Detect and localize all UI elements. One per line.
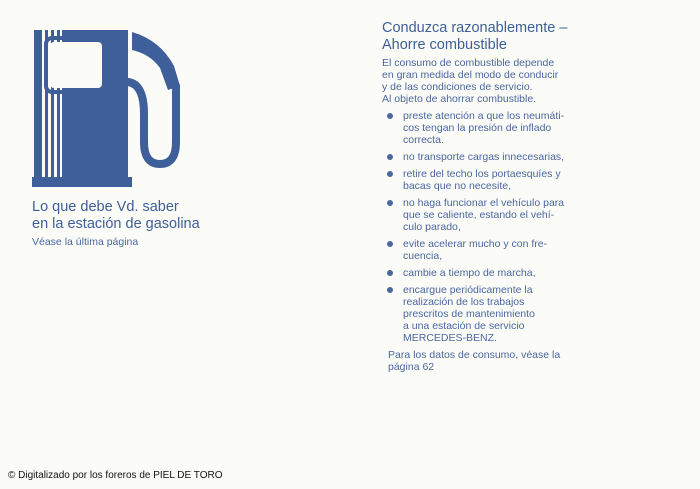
see-last-page-note: Véase la última página (32, 236, 139, 248)
tip-text: preste atención a que los neumáti- cos tengan la presión de inflado correcta. (403, 110, 565, 146)
list-item (385, 267, 585, 279)
fuel-pump-icon (28, 24, 184, 192)
tip-text: cambie a tiempo de marcha, (403, 267, 536, 279)
bullet-icon (387, 270, 393, 276)
intro-paragraph: El consumo de combustible depende en gran medida del modo de conducir y de las condiciones de servicio. Al objeto de ahorrar combustible. (382, 57, 559, 105)
tip-text: no haga funcionar el vehículo para que se caliente, estando el vehí- culo parado, (403, 197, 565, 233)
bullet-icon (387, 200, 393, 206)
bullet-icon (387, 171, 393, 177)
list-item (385, 110, 585, 146)
bullet-icon (387, 241, 393, 247)
copyright-notice: © Digitalizado por los foreros de PIEL DE TORO (8, 470, 223, 481)
bullet-icon (387, 113, 393, 119)
list-item (385, 197, 585, 233)
bullet-icon (387, 287, 393, 293)
tip-text: encargue periódicamente la realización de los trabajos prescritos de mantenimiento a una estación de servicio MERCEDES-BENZ. (403, 284, 535, 344)
fuel-saving-tips-list (385, 110, 585, 349)
list-item (385, 168, 585, 192)
section-title-gas-station: Lo que debe Vd. saber en la estación de gasolina (32, 199, 200, 232)
tip-text: retire del techo los portaesquíes y bacas que no necesite, (403, 168, 561, 192)
tip-text: evite acelerar mucho y con fre- cuencia, (403, 238, 548, 262)
tip-text: no transporte cargas innecesarias, (403, 151, 565, 163)
list-item (385, 238, 585, 262)
list-item (385, 151, 585, 163)
consumption-data-reference: Para los datos de consumo, véase la página 62 (388, 349, 561, 373)
list-item (385, 284, 585, 344)
bullet-icon (387, 154, 393, 160)
section-title-fuel-saving: Conduzca razonablemente – Ahorre combustible (382, 20, 568, 53)
